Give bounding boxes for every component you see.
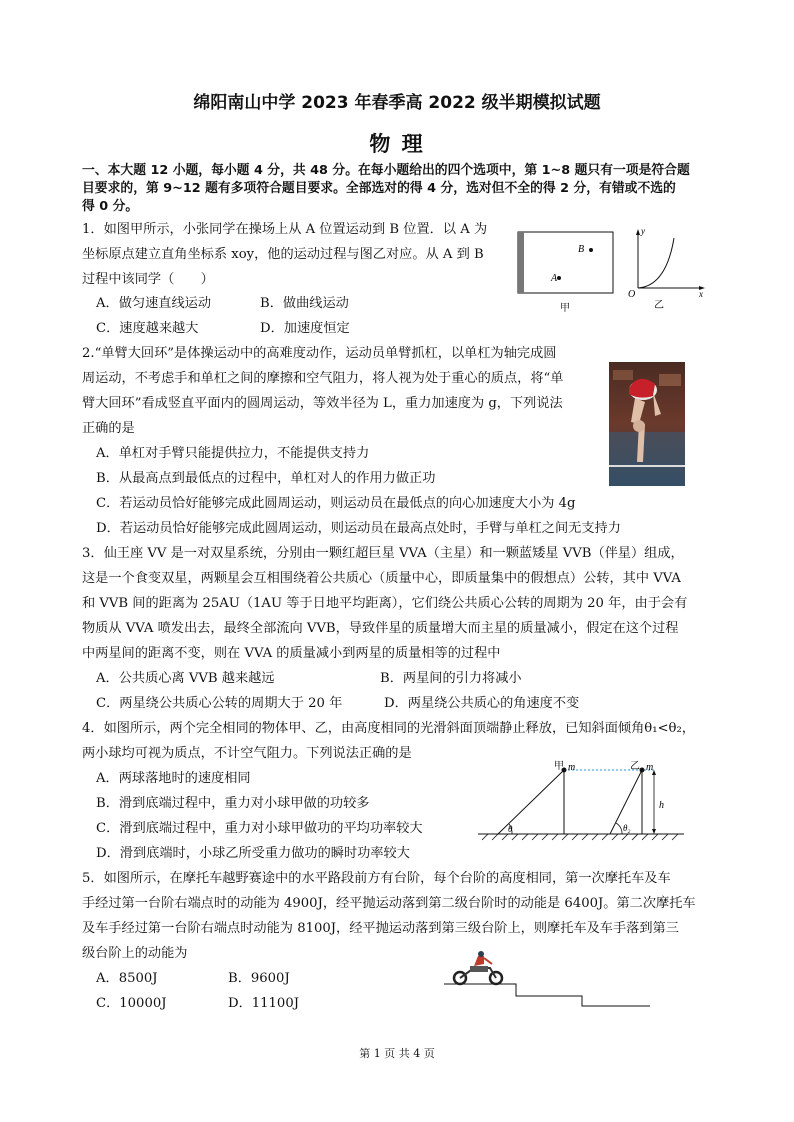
q1-option-d: D．加速度恒定 bbox=[260, 321, 350, 336]
q1-option-c: C．速度越来越大 bbox=[96, 321, 199, 336]
q2-gymnast-photo bbox=[609, 362, 685, 486]
q4-label-yi: 乙 bbox=[630, 761, 640, 772]
q4-label-m1: m bbox=[568, 762, 576, 773]
q1-origin: O bbox=[628, 289, 636, 300]
q5-option-d: D．11100J bbox=[228, 996, 299, 1011]
q5-line-2: 手经过第一台阶右端点时的动能为 4900J，经平抛运动落到第二级台阶时的动能是 6400J。第二次摩托车 bbox=[82, 896, 696, 911]
q3-option-c: C．两星绕公共质心公转的周期大于 20 年 bbox=[96, 696, 343, 711]
q2-option-d: D．若运动员恰好能够完成此圆周运动，则运动员在最高点处时，手臂与单杠之间无支持力 bbox=[96, 521, 621, 536]
q4-option-a: A．两球落地时的速度相同 bbox=[96, 771, 251, 786]
q2-option-c: C．若运动员恰好能够完成此圆周运动，则运动员在最低点的向心加速度大小为 4g bbox=[96, 496, 576, 511]
q3-line-2: 这是一个食变双星，两颗星会互相围绕着公共质心（质量中心，即质量集中的假想点）公转，其中 VVA bbox=[82, 571, 681, 586]
q4-label-theta1: θ bbox=[508, 824, 513, 834]
q4-label-theta2: θ₂ bbox=[623, 823, 631, 833]
q2-line-2: 周运动，不考虑手和单杠之间的摩擦和空气阻力，将人视为处于重心的质点，将“单 bbox=[82, 371, 564, 386]
instructions-line-2: 目要求的，第 9~12 题有多项符合题目要求。全部选对的得 4 分，选对但不全的得 2 分，有错或不选的 bbox=[82, 181, 676, 196]
q4-incline-figure bbox=[478, 758, 688, 848]
q2-option-b: B．从最高点到最低点的过程中，单杠对人的作用力做正功 bbox=[96, 471, 436, 486]
q4-line-2: 两小球均可视为质点，不计空气阻力。下列说法正确的是 bbox=[82, 746, 412, 761]
q1-line-3: 过程中该同学（ ） bbox=[82, 272, 214, 287]
q5-option-a: A．8500J bbox=[96, 971, 158, 986]
page-footer: 第 1 页 共 4 页 bbox=[359, 1047, 435, 1060]
q3-line-1: 3．仙王座 VV 是一对双星系统，分别由一颗红超巨星 VVA（主星）和一颗蓝矮星 VVB（伴星）组成， bbox=[82, 546, 684, 561]
instructions-line-3: 得 0 分。 bbox=[82, 199, 139, 214]
q1-figure-jia bbox=[518, 232, 618, 317]
motorbike-icon bbox=[454, 951, 502, 984]
q4-option-c: C．滑到底端过程中，重力对小球甲做功的平均功率较大 bbox=[96, 821, 423, 836]
q3-line-5: 中两星间的距离不变，则在 VVA 的质量减小到两星的质量相等的过程中 bbox=[82, 646, 501, 661]
q4-option-b: B．滑到底端过程中，重力对小球甲做的功较多 bbox=[96, 796, 370, 811]
q3-line-4: 物质从 VVA 喷发出去，最终全部流向 VVB，导致伴星的质量增大而主星的质量减小，假定在这个过程 bbox=[82, 621, 679, 636]
q1-option-a: A．做匀速直线运动 bbox=[96, 296, 212, 311]
q1-point-a-label: A bbox=[551, 273, 558, 284]
q4-label-jia: 甲 bbox=[554, 761, 564, 772]
q5-option-c: C．10000J bbox=[96, 996, 167, 1011]
q4-option-d: D．滑到底端时，小球乙所受重力做功的瞬时功率较大 bbox=[96, 846, 410, 861]
q3-option-d: D．两星绕公共质心的角速度不变 bbox=[384, 696, 580, 711]
exam-title: 绵阳南山中学 2023 年春季高 2022 级半期模拟试题 bbox=[193, 93, 601, 113]
q3-line-3: 和 VVB 间的距离为 25AU（1AU 等于日地平均距离），它们绕公共质心公转的周期为 20 年，由于会有 bbox=[82, 596, 688, 611]
q5-option-b: B．9600J bbox=[228, 971, 290, 986]
q5-line-4: 级台阶上的动能为 bbox=[82, 946, 188, 961]
q5-line-3: 及车手经过第一台阶右端点时动能为 8100J，经平抛运动落到第三级台阶上，则摩托车及车手落到第三 bbox=[82, 921, 679, 936]
subject-title: 物 理 bbox=[369, 132, 425, 156]
q2-line-4: 正确的是 bbox=[82, 421, 135, 436]
q1-axis-x: x bbox=[699, 289, 703, 299]
q5-steps-figure bbox=[444, 950, 654, 1010]
q3-option-b: B．两星间的引力将减小 bbox=[380, 671, 522, 686]
q4-label-h: h bbox=[659, 800, 664, 811]
q1-line-1: 1．如图甲所示，小张同学在操场上从 A 位置运动到 B 位置．以 A 为 bbox=[82, 222, 488, 237]
q4-label-m2: m bbox=[646, 762, 654, 773]
q2-line-3: 臂大回环”看成竖直平面内的圆周运动，等效半径为 L，重力加速度为 g，下列说法 bbox=[82, 396, 563, 411]
q3-option-a: A．公共质心离 VVB 越来越远 bbox=[96, 671, 275, 686]
q4-line-1: 4．如图所示，两个完全相同的物体甲、乙，由高度相同的光滑斜面顶端静止释放，已知斜面倾角θ₁<θ₂， bbox=[82, 721, 695, 736]
q1-option-b: B．做曲线运动 bbox=[260, 296, 349, 311]
q5-line-1: 5．如图所示，在摩托车越野赛途中的水平路段前方有台阶，每个台阶的高度相同，第一次摩托车及车 bbox=[82, 871, 671, 886]
q1-point-b-label: B bbox=[578, 244, 585, 255]
q2-line-1: 2.“单臂大回环”是体操运动中的高难度动作，运动员单臂抓杠，以单杠为轴完成圆 bbox=[82, 346, 557, 361]
instructions-line-1: 一、本大题 12 小题，每小题 4 分，共 48 分。在每小题给出的四个选项中，第 1~8 题只有一项是符合题 bbox=[82, 163, 690, 178]
q1-figure-yi bbox=[626, 226, 708, 316]
q1-line-2: 坐标原点建立直角坐标系 xoy，他的运动过程与图乙对应。从 A 到 B bbox=[82, 247, 484, 262]
q1-figure-jia-label: 甲 bbox=[560, 303, 570, 314]
q1-figure-yi-label: 乙 bbox=[654, 300, 664, 311]
q1-axis-y: y bbox=[641, 226, 645, 236]
q2-option-a: A．单杠对手臂只能提供拉力，不能提供支持力 bbox=[96, 446, 370, 461]
